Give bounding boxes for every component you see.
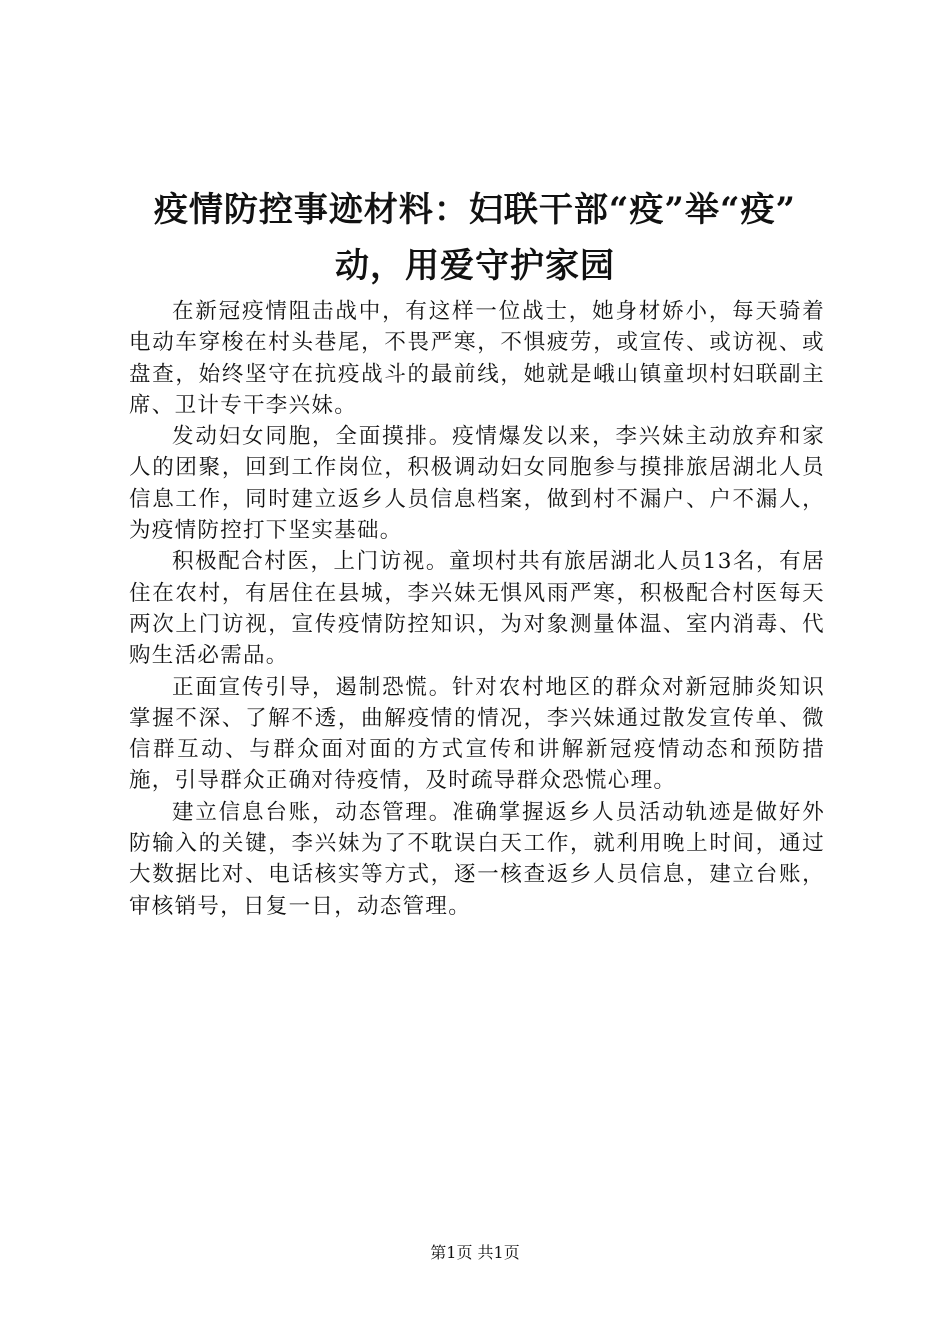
paragraph-publicity: 正面宣传引导，遏制恐慌。针对农村地区的群众对新冠肺炎知识掌握不深、了解不透，曲解疫情的情况，李兴妹通过散发宣传单、微信群互动、与群众面对面的方式宣传和讲解新冠疫情动态和预防措施，引导群众正确对待疫情，及时疏导群众恐慌心理。 <box>129 674 825 794</box>
paragraph-mobilize: 发动妇女同胞，全面摸排。疫情爆发以来，李兴妹主动放弃和家人的团聚，回到工作岗位，积极调动妇女同胞参与摸排旅居湖北人员信息工作，同时建立返乡人员信息档案，做到村不漏户、户不漏人，为疫情防控打下坚实基础。 <box>129 424 825 544</box>
document-body <box>129 296 825 922</box>
paragraph-intro: 在新冠疫情阻击战中，有这样一位战士，她身材娇小，每天骑着电动车穿梭在村头巷尾，不畏严寒，不惧疲劳，或宣传、或访视、或盘查，始终坚守在抗疫战斗的最前线，她就是峨山镇童坝村妇联副主席、卫计专干李兴妹。 <box>129 299 825 418</box>
paragraph-ledger: 建立信息台账，动态管理。准确掌握返乡人员活动轨迹是做好外防输入的关键，李兴妹为了不耽误白天工作，就利用晚上时间，通过大数据比对、电话核实等方式，逐一核查返乡人员信息，建立台账，审核销号，日复一日，动态管理。 <box>129 799 825 919</box>
title-line-2: 动，用爱守护家园 <box>335 246 615 286</box>
page-number-footer: 第1页 共1页 <box>430 1243 520 1262</box>
paragraph-visit: 积极配合村医，上门访视。童坝村共有旅居湖北人员13名，有居住在农村，有居住在县城，李兴妹无惧风雨严寒，积极配合村医每天两次上门访视，宣传疫情防控知识，为对象测量体温、室内消毒、代购生活必需品。 <box>129 549 825 669</box>
title-line-1: 疫情防控事迹材料：妇联干部“疫”举“疫” <box>153 190 797 230</box>
document-title <box>120 182 830 294</box>
